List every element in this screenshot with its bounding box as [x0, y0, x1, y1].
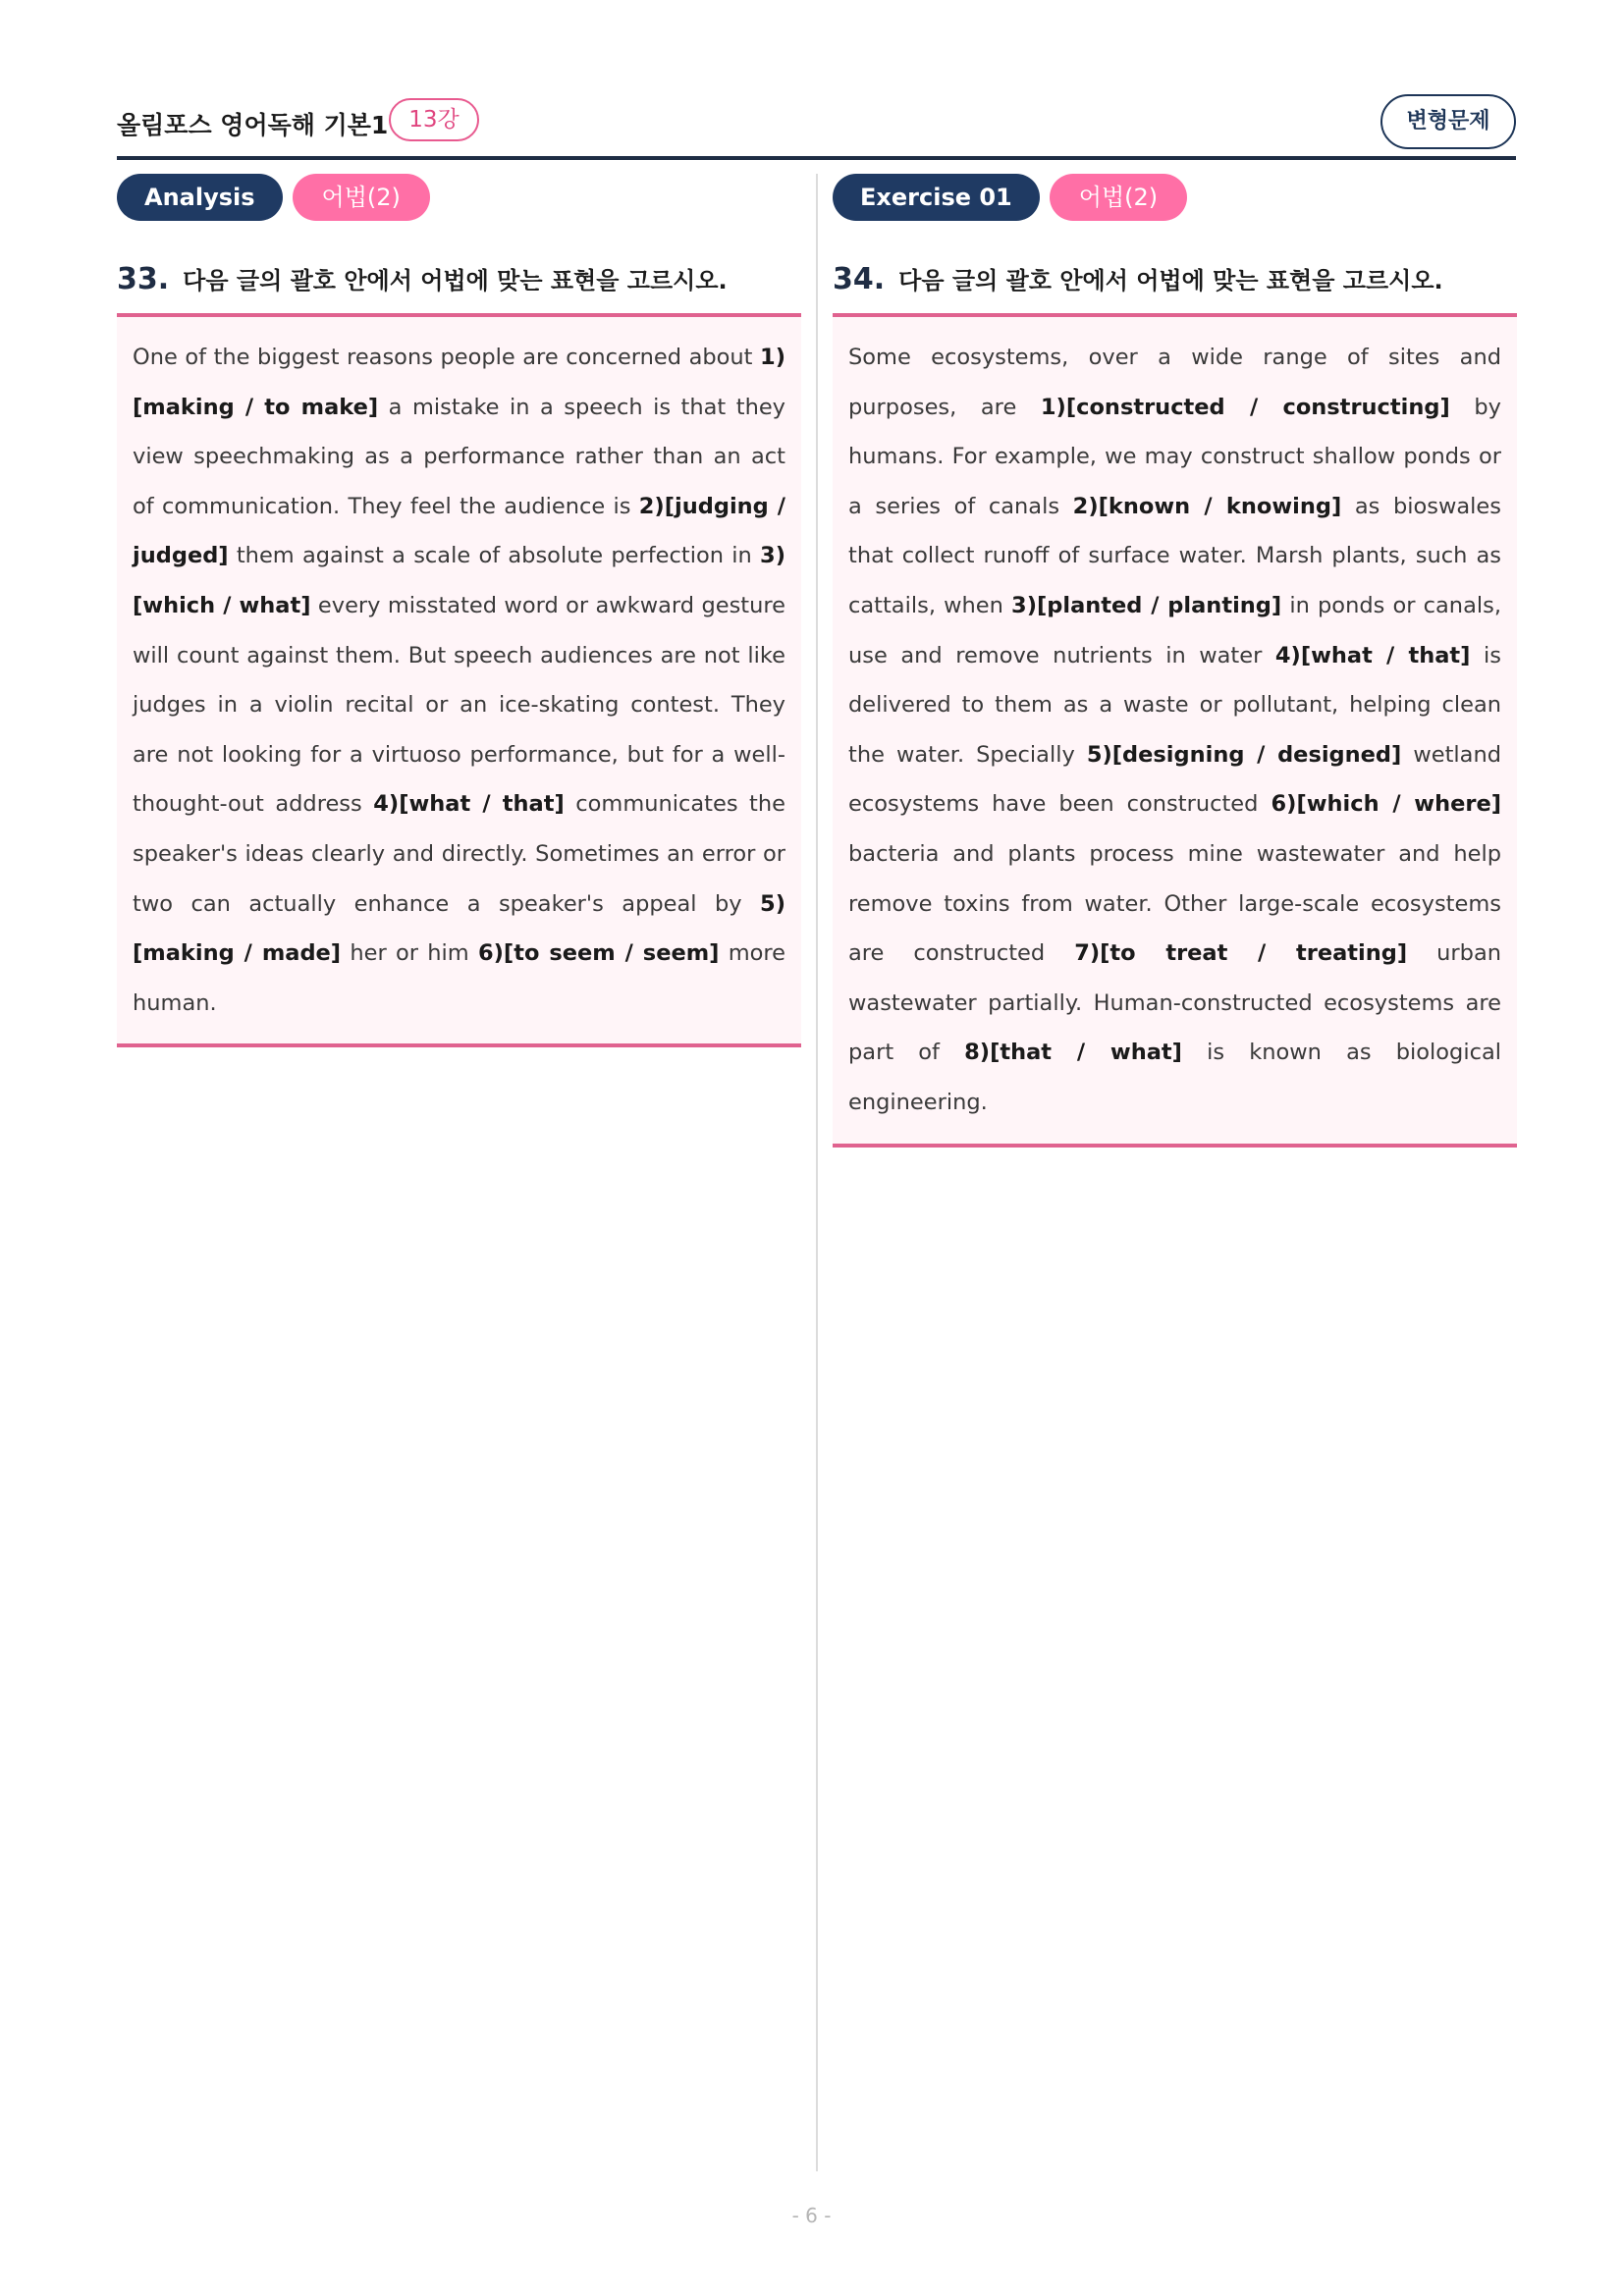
- blank-choice: 7)[to treat / treating]: [1074, 940, 1408, 967]
- right-tags: [833, 174, 1517, 221]
- blank-choice: 4)[what / that]: [1274, 642, 1471, 668]
- passage-text: One of the biggest reasons people are concerned about 1)[making / to make] a mistake in a speech is that they view speechmaking as a performance rather than an act of communication. They feel the audience is 2)[judging / judged] them against a scale of absolute perfection in 3)[which / what] every misstated word or awkward gesture will count against them. But speech audiences are not like judges in a violin recital or an ice-skating contest. They are not looking for a virtuoso performance, but for a well-thought-out address 4)[what / that] communicates the speaker's ideas clearly and directly. Sometimes an error or two can actually enhance a speaker's appeal by 5)[making / made] her or him 6)[to seem / seem] more human.: [133, 345, 785, 1016]
- blank-choice: 6)[to seem / seem]: [477, 940, 720, 967]
- blank-choice: 3)[which / what]: [133, 543, 785, 618]
- blank-choice: 1)[making / to make]: [133, 345, 785, 420]
- variant-badge: 변형문제: [1380, 94, 1516, 149]
- passage-box: [833, 313, 1517, 1148]
- exercise-tag: Exercise 01: [833, 174, 1040, 221]
- blank-choice: 2)[judging / judged]: [133, 493, 785, 569]
- left-column: [117, 174, 801, 1047]
- page-header: [117, 94, 1516, 155]
- passage-box: [117, 313, 801, 1047]
- blank-choice: 1)[constructed / constructing]: [1040, 394, 1450, 420]
- passage-text: Some ecosystems, over a wide range of sites and purposes, are 1)[constructed / constructing] by humans. For example, we may construct shallow ponds or a series of canals 2)[known / knowing] as bioswales that collect runoff of surface water. Marsh plants, such as cattails, when 3)[planted / planting] in ponds or canals, use and remove nutrients in water 4)[what / that] is delivered to them as a waste or pollutant, helping clean the water. Specially 5)[designing / designed] wetland ecosystems have been constructed 6)[which / where] bacteria and plants process mine wastewater and help remove toxins from water. Other large-scale ecosystems are constructed 7)[to treat / treating] urban wastewater partially. Human-constructed ecosystems are part of 8)[that / what] is known as biological engineering.: [848, 345, 1501, 1115]
- book-title: 올림포스 영어독해 기본1: [117, 111, 389, 139]
- blank-choice: 3)[planted / planting]: [1011, 592, 1282, 618]
- blank-choice: 4)[what / that]: [373, 791, 565, 818]
- blank-choice: 5)[making / made]: [133, 890, 785, 967]
- page-number: - 6 -: [791, 2204, 832, 2227]
- question-text: 다음 글의 괄호 안에서 어법에 맞는 표현을 고르시오.: [898, 267, 1443, 294]
- right-column: [833, 174, 1517, 1148]
- blank-choice: 5)[designing / designed]: [1086, 741, 1402, 768]
- blank-choice: 8)[that / what]: [964, 1040, 1182, 1066]
- question-heading: [833, 260, 1517, 299]
- grammar-tag: 어법(2): [293, 174, 430, 221]
- column-divider: [816, 174, 818, 2171]
- blank-choice: 2)[known / knowing]: [1072, 493, 1342, 519]
- question-number: 34.: [833, 262, 886, 296]
- header-rule: [117, 156, 1516, 160]
- left-tags: [117, 174, 801, 221]
- question-number: 33.: [117, 262, 170, 296]
- lesson-badge: 13강: [389, 98, 479, 141]
- question-text: 다음 글의 괄호 안에서 어법에 맞는 표현을 고르시오.: [183, 267, 728, 294]
- grammar-tag: 어법(2): [1050, 174, 1187, 221]
- blank-choice: 6)[which / where]: [1271, 791, 1501, 818]
- analysis-tag: Analysis: [117, 174, 283, 221]
- question-heading: [117, 260, 801, 299]
